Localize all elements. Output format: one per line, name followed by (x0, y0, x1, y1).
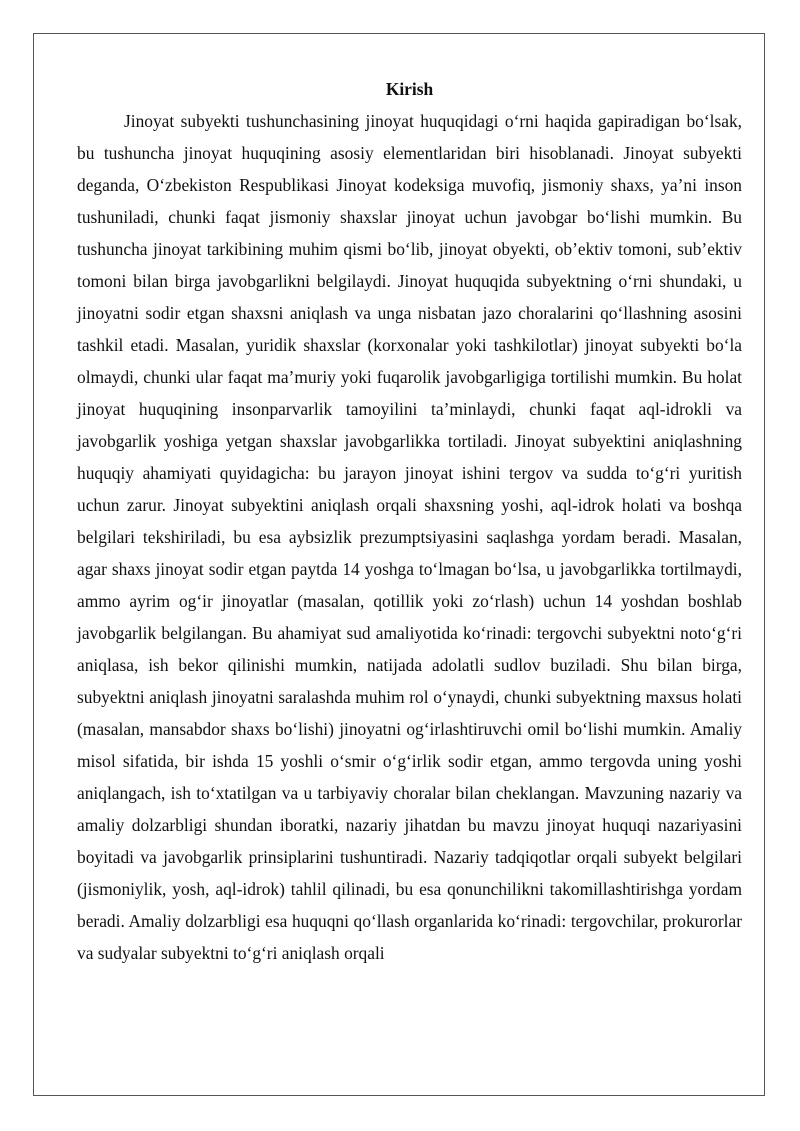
document-body (77, 73, 742, 969)
document-title: Kirish (385, 79, 434, 99)
document-paragraph: Jinoyat subyekti tushunchasining jinoyat huquqidagi o‘rni haqida gapiradigan bo‘lsak, bu tushuncha jinoyat huquqining asosiy elementlaridan biri hisoblanadi. Jinoyat subyekti deganda, O‘zbekiston Respublikasi Jinoyat kodeksiga muvofiq, jismoniy shaxs, ya’ni inson tushuniladi, chunki faqat jismoniy shaxslar jinoyat uchun javobgar bo‘lishi mumkin. Bu tushuncha jinoyat tarkibining muhim qismi bo‘lib, jinoyat obyekti, ob’ektiv tomoni, sub’ektiv tomoni bilan birga javobgarlikni belgilaydi. Jinoyat huquqida subyektning o‘rni shundaki, u jinoyatni sodir etgan shaxsni aniqlash va unga nisbatan jazo choralarini qo‘llashning asosini tashkil etadi. Masalan, yuridik shaxslar (korxonalar yoki tashkilotlar) jinoyat subyekti bo‘la olmaydi, chunki ular faqat ma’muriy yoki fuqarolik javobgarligiga tortilishi mumkin. Bu holat jinoyat huquqining insonparvarlik tamoyilini ta’minlaydi, chunki faqat aql-idrokli va javobgarlik yoshiga yetgan shaxslar javobgarlikka tortiladi. Jinoyat subyektini aniqlashning huquqiy ahamiyati quyidagicha: bu jarayon jinoyat ishini tergov va sudda to‘g‘ri yuritish uchun zarur. Jinoyat subyektini aniqlash orqali shaxsning yoshi, aql-idrok holati va boshqa belgilari tekshiriladi, bu esa aybsizlik prezumptsiyasini saqlashga yordam beradi. Masalan, agar shaxs jinoyat sodir etgan paytda 14 yoshga to‘lmagan bo‘lsa, u javobgarlikka tortilmaydi, ammo ayrim og‘ir jinoyatlar (masalan, qotillik yoki zo‘rlash) uchun 14 yoshdan boshlab javobgarlik belgilangan. Bu ahamiyat sud amaliyotida ko‘rinadi: tergovchi subyektni noto‘g‘ri aniqlasa, ish bekor qilinishi mumkin, natijada adolatli sudlov buziladi. Shu bilan birga, subyektni aniqlash jinoyatni saralashda muhim rol o‘ynaydi, chunki subyektning maxsus holati (masalan, mansabdor shaxs bo‘lishi) jinoyatni og‘irlashtiruvchi omil bo‘lishi mumkin. Amaliy misol sifatida, bir ishda 15 yoshli o‘smir o‘g‘irlik sodir etgan, ammo tergovda uning yoshi aniqlangach, ish to‘xtatilgan va u tarbiyaviy choralar bilan cheklangan. Mavzuning nazariy va amaliy dolzarbligi shundan iboratki, nazariy jihatdan bu mavzu jinoyat huquqi nazariyasini boyitadi va javobgarlik prinsiplarini tushuntiradi. Nazariy tadqiqotlar orqali subyekt belgilari (jismoniylik, yosh, aql-idrok) tahlil qilinadi, bu esa qonunchilikni takomillashtirishga yordam beradi. Amaliy dolzarbligi esa huquqni qo‘llash organlarida ko‘rinadi: tergovchilar, prokurorlar va sudyalar subyektni to‘g‘ri aniqlash orqali (77, 111, 742, 963)
